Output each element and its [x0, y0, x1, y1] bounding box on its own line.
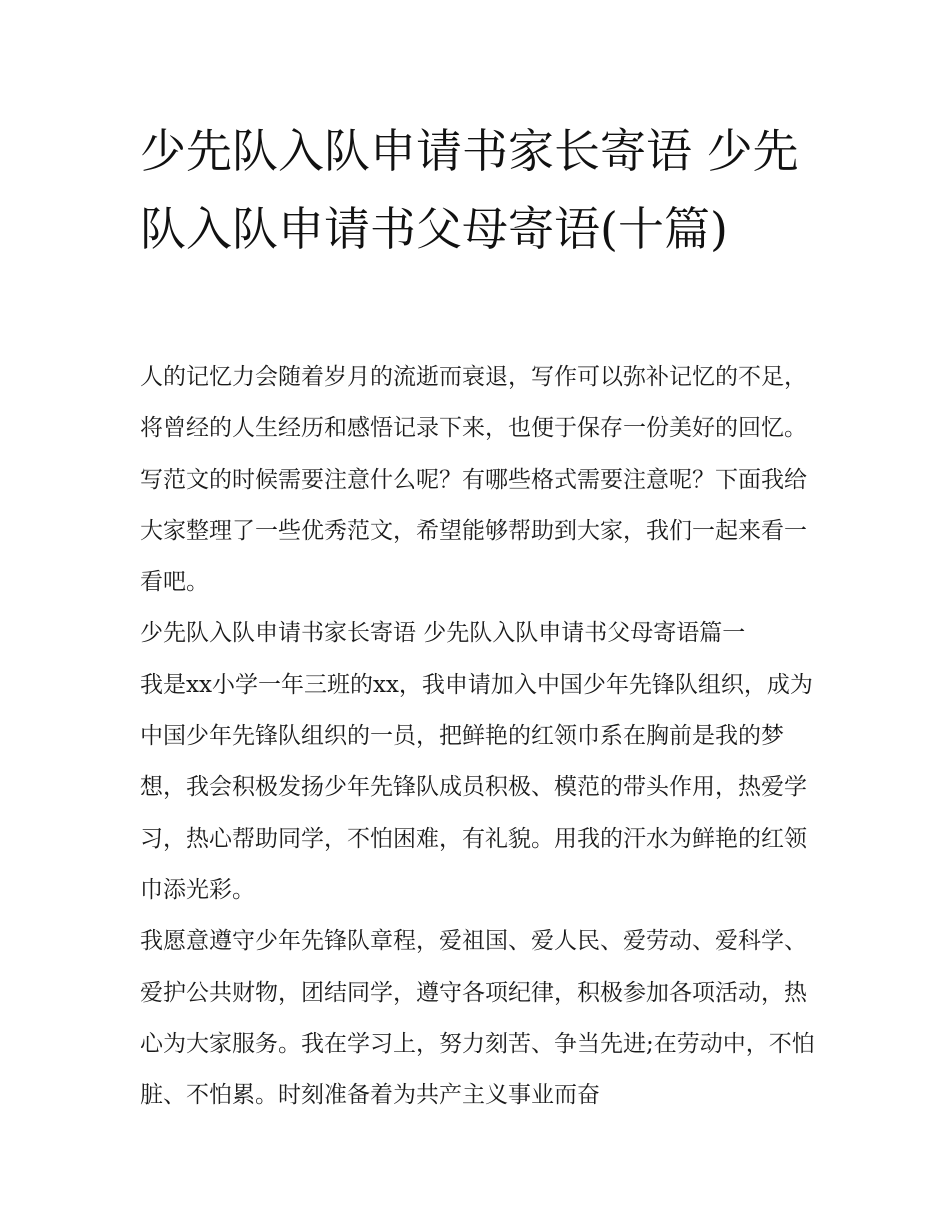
document-title: 少先队入队申请书家长寄语 少先队入队申请书父母寄语(十篇): [140, 124, 799, 256]
section-heading: 少先队入队申请书家长寄语 少先队入队申请书父母寄语篇一: [140, 620, 746, 647]
document-body: [140, 352, 820, 1121]
paragraph-application: 我是xx小学一年三班的xx，我申请加入中国少年先锋队组织，成为中国少年先锋队组织的一员，把鲜艳的红领巾系在胸前是我的梦想，我会积极发扬少年先锋队成员积极、模范的带头作用，热爱学习，热心帮助同学，不怕困难，有礼貌。用我的汗水为鲜艳的红领巾添光彩。: [140, 671, 813, 903]
paragraph-intro: 人的记忆力会随着岁月的流逝而衰退，写作可以弥补记忆的不足，将曾经的人生经历和感悟记录下来，也便于保存一份美好的回忆。写范文的时候需要注意什么呢？有哪些格式需要注意呢？下面我给大家整理了一些优秀范文，希望能够帮助到大家，我们一起来看一看吧。: [140, 364, 807, 596]
paragraph-pledge: 我愿意遵守少年先锋队章程，爱祖国、爱人民、爱劳动、爱科学、爱护公共财物，团结同学，遵守各项纪律，积极参加各项活动，热心为大家服务。我在学习上，努力刻苦、争当先进;在劳动中，不怕脏、不怕累。时刻准备着为共产主义事业而奋: [140, 928, 815, 1109]
